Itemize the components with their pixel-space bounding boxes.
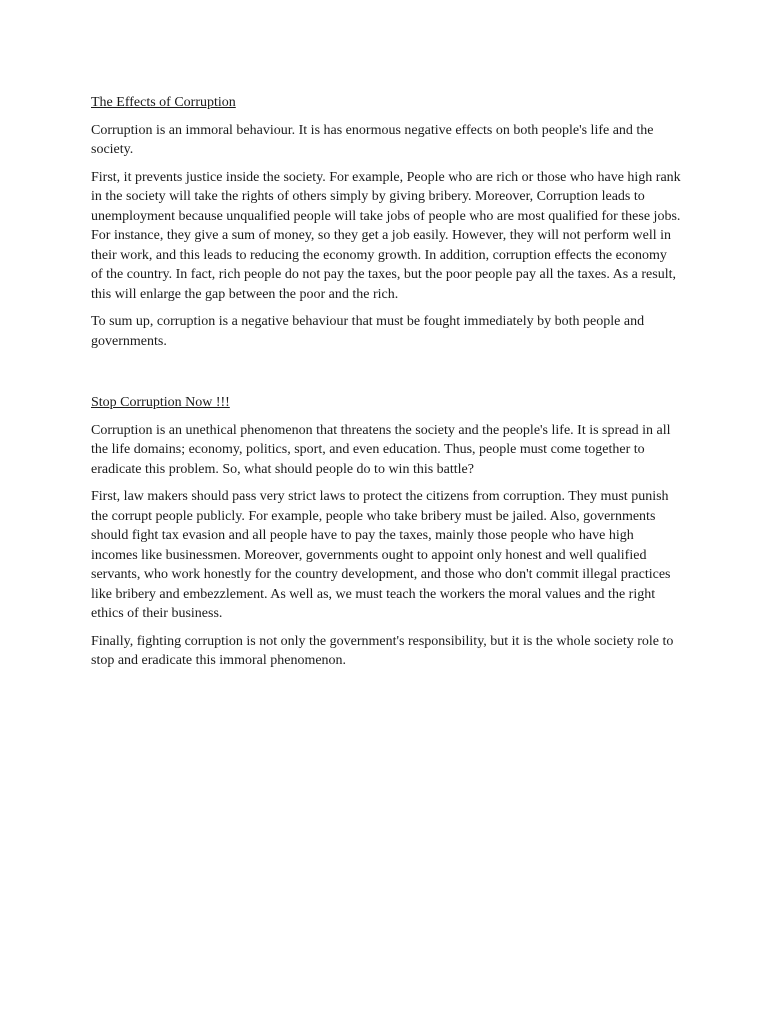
document-body bbox=[91, 93, 681, 679]
essay-paragraph: To sum up, corruption is a negative behaviour that must be fought immediately by both people and governments. bbox=[91, 314, 645, 349]
essay-title: The Effects of Corruption bbox=[91, 95, 236, 110]
essay-title: Stop Corruption Now !!! bbox=[91, 395, 230, 410]
essay-paragraph: Corruption is an immoral behaviour. It is has enormous negative effects on both people's life and the society. bbox=[91, 122, 654, 157]
essay-paragraph: First, law makers should pass very strict laws to protect the citizens from corruption. They must punish the corrupt people publicly. For example, people who take bribery must be jailed. Also, governments should fight tax evasion and all people have to pay the taxes, mainly those people who have high incomes like businessmen. Moreover, governments ought to appoint only honest and well qualified servants, who work honestly for the country development, and those who don't commit illegal practices like bribery and embezzlement. As well as, we must teach the workers the moral values and the right ethics of their business. bbox=[91, 489, 671, 621]
essay-paragraph: First, it prevents justice inside the society. For example, People who are rich or those who have high rank in the society will take the rights of others simply by giving bribery. Moreover, Corruption leads to unemployment because unqualified people will take jobs of people who are most qualified for these jobs. For instance, they give a sum of money, so they get a job easily. However, they will not perform well in their work, and this leads to reducing the economy growth. In addition, corruption effects the economy of the country. In fact, rich people do not pay the taxes, but the poor people pay all the taxes. As a result, this will enlarge the gap between the poor and the rich. bbox=[91, 169, 681, 302]
essay-paragraph: Corruption is an unethical phenomenon that threatens the society and the people's life. It is spread in all the life domains; economy, politics, sport, and even education. Thus, people must come together to eradicate this problem. So, what should people do to win this battle? bbox=[91, 422, 671, 477]
essay-stop-corruption-now bbox=[91, 393, 681, 671]
essay-effects-of-corruption bbox=[91, 93, 681, 351]
essay-paragraph: Finally, fighting corruption is not only the government's responsibility, but it is the whole society role to stop and eradicate this immoral phenomenon. bbox=[91, 633, 674, 668]
